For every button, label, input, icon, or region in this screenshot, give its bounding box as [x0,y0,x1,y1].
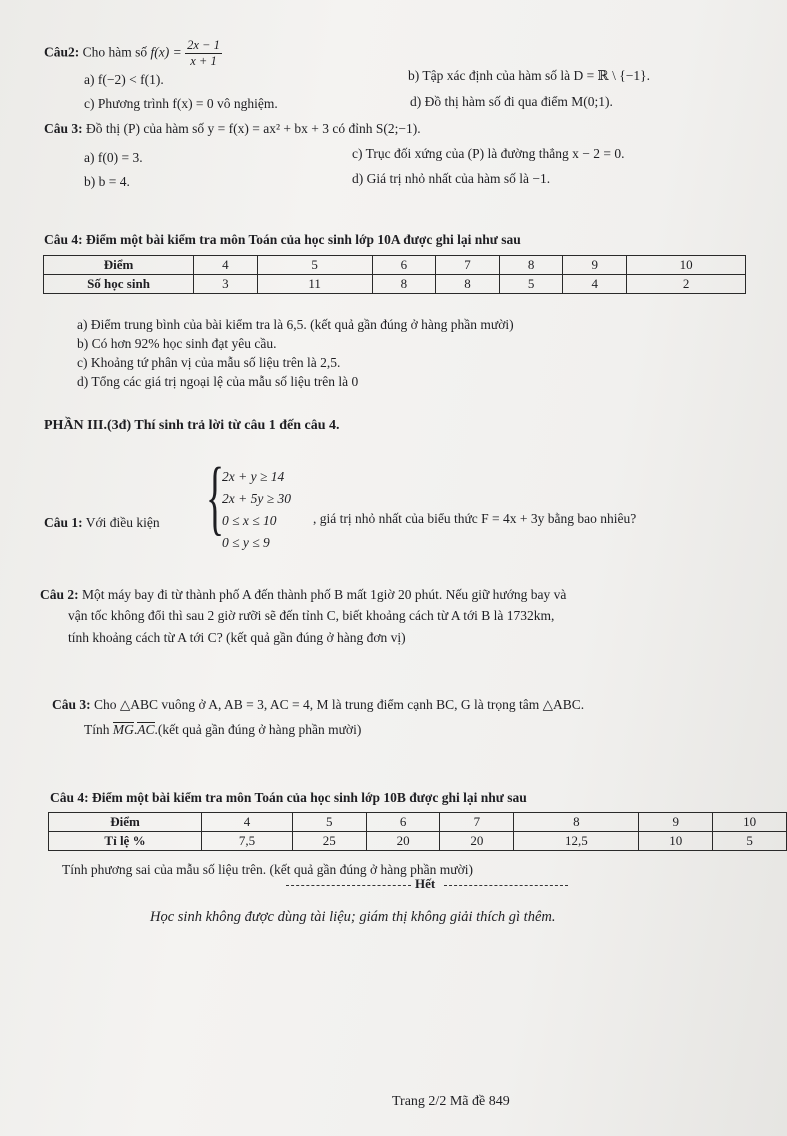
table-cell: 4 [194,256,258,275]
table-cell: 8 [499,256,563,275]
option-b: b) Có hơn 92% học sinh đạt yêu cầu. [77,336,277,351]
table-cell: Điểm [44,256,194,275]
question-2-stem [44,38,222,69]
page-number: Trang 2/2 Mã đề 849 [392,1094,510,1109]
question-label: Câu 2: [40,587,79,602]
inequality-system [222,466,291,554]
table-cell: 10 [639,832,713,851]
table-cell: Tỉ lệ % [49,832,202,851]
vector-mg: MG [112,722,134,737]
p3-question-4-stem [50,790,527,806]
option-b: b) Tập xác định của hàm số là D = ℝ \ {−1}. [408,68,650,83]
table-cell: 5 [257,256,372,275]
table-cell: 6 [366,813,440,832]
p3-question-4-task: Tính phương sai của mẫu số liệu trên. (kết quả gần đúng ở hàng phần mười) [62,862,473,877]
question-label: Câu2: [44,44,80,60]
dot-product: . [133,722,138,737]
question-3-stem [44,121,421,137]
question-label: Câu 3: [52,697,91,712]
score-table-10b [48,812,787,851]
table-cell: 25 [292,832,366,851]
table-cell: 2 [627,275,746,294]
divider-right [444,885,568,886]
question-4-stem [44,232,521,248]
table-cell: 7 [440,813,514,832]
inequality: 0 ≤ x ≤ 10 [222,513,277,528]
table-row [44,275,746,294]
table-cell: 9 [639,813,713,832]
fraction-numerator: 2x − 1 [187,38,220,52]
question-label: Câu 3: [44,121,83,136]
table-cell: Điểm [49,813,202,832]
inequality: 2x + y ≥ 14 [222,469,285,484]
table-cell: 7,5 [202,832,293,851]
table-cell: 10 [627,256,746,275]
p3-question-2-line1 [40,587,566,603]
question-label: Câu 4: [44,232,83,247]
function-lhs: f(x) = [150,44,182,60]
table-cell: 9 [563,256,627,275]
score-table-10a [43,255,746,294]
part-3-heading: PHẦN III.(3đ) Thí sinh trả lời từ câu 1 đến câu 4. [44,418,340,433]
p3-question-3-line1 [52,697,584,713]
vector-ac: AC [137,722,155,737]
question-text: .(kết quả gần đúng ở hàng phần mười) [154,722,362,737]
table-cell: 4 [202,813,293,832]
question-text: Điểm một bài kiểm tra môn Toán của học sinh lớp 10A được ghi lại như sau [86,232,521,247]
question-text: Cho △ABC vuông ở A, AB = 3, AC = 4, M là trung điểm cạnh BC, G là trọng tâm △ABC. [94,697,585,712]
table-row [49,832,787,851]
option-d: d) Tổng các giá trị ngoại lệ của mẫu số liệu trên là 0 [77,374,359,389]
option-b: b) b = 4. [84,174,130,189]
divider-left [286,885,411,886]
table-cell: 4 [563,275,627,294]
question-label: Câu 1: [44,515,83,530]
table-cell: 5 [499,275,563,294]
fraction-denominator: x + 1 [190,54,217,68]
question-text: Điểm một bài kiểm tra môn Toán của học sinh lớp 10B được ghi lại như sau [92,790,527,805]
table-cell: 8 [372,275,436,294]
table-cell: 11 [257,275,372,294]
question-text: Cho hàm số [82,44,148,60]
table-cell: 5 [713,832,787,851]
table-cell: 3 [194,275,258,294]
option-a: a) f(0) = 3. [84,150,143,165]
table-row [49,813,787,832]
inequality: 2x + 5y ≥ 30 [222,491,292,506]
p3-question-2-line2: vận tốc không đổi thì sau 2 giờ rưỡi sẽ đến tỉnh C, biết khoảng cách từ A tới B là 1732km, [68,608,555,623]
table-row [44,256,746,275]
function-fraction [185,38,222,69]
table-cell: 5 [292,813,366,832]
table-cell: 6 [372,256,436,275]
table-cell: 8 [436,275,500,294]
system-brace: { [206,451,225,544]
question-text: Với điều kiện [85,515,160,530]
option-c: c) Phương trình f(x) = 0 vô nghiệm. [84,96,278,111]
p3-question-3-line2 [84,722,361,738]
table-cell: 7 [436,256,500,275]
option-c: c) Trục đối xứng của (P) là đường thẳng x − 2 = 0. [352,146,625,161]
option-c: c) Khoảng tứ phân vị của mẫu số liệu trên là 2,5. [77,355,341,370]
question-label: Câu 4: [50,790,89,805]
option-a: a) f(−2) < f(1). [84,72,164,87]
option-a: a) Điểm trung bình của bài kiểm tra là 6,5. (kết quả gần đúng ở hàng phần mười) [77,317,514,332]
table-cell: 10 [713,813,787,832]
p3-question-1-stem [44,515,160,531]
question-tail: , giá trị nhỏ nhất của biểu thức F = 4x + 3y bằng bao nhiêu? [313,511,637,526]
table-cell: 12,5 [514,832,639,851]
p3-question-2-line3: tính khoảng cách từ A tới C? (kết quả gần đúng ở hàng đơn vị) [68,630,406,645]
inequality: 0 ≤ y ≤ 9 [222,535,270,550]
option-d: d) Giá trị nhỏ nhất của hàm số là −1. [352,171,551,186]
footer-note: Học sinh không được dùng tài liệu; giám thị không giải thích gì thêm. [150,909,556,925]
table-cell: 20 [440,832,514,851]
table-cell: 8 [514,813,639,832]
table-cell: Số học sinh [44,275,194,294]
question-text: Tính [84,722,110,737]
question-text: Đồ thị (P) của hàm số y = f(x) = ax² + bx + 3 có đỉnh S(2;−1). [86,121,421,136]
question-text: Một máy bay đi từ thành phố A đến thành phố B mất 1giờ 20 phút. Nếu giữ hướng bay và [82,587,567,602]
end-marker: Hết [415,876,436,891]
table-cell: 20 [366,832,440,851]
option-d: d) Đồ thị hàm số đi qua điểm M(0;1). [410,94,613,109]
